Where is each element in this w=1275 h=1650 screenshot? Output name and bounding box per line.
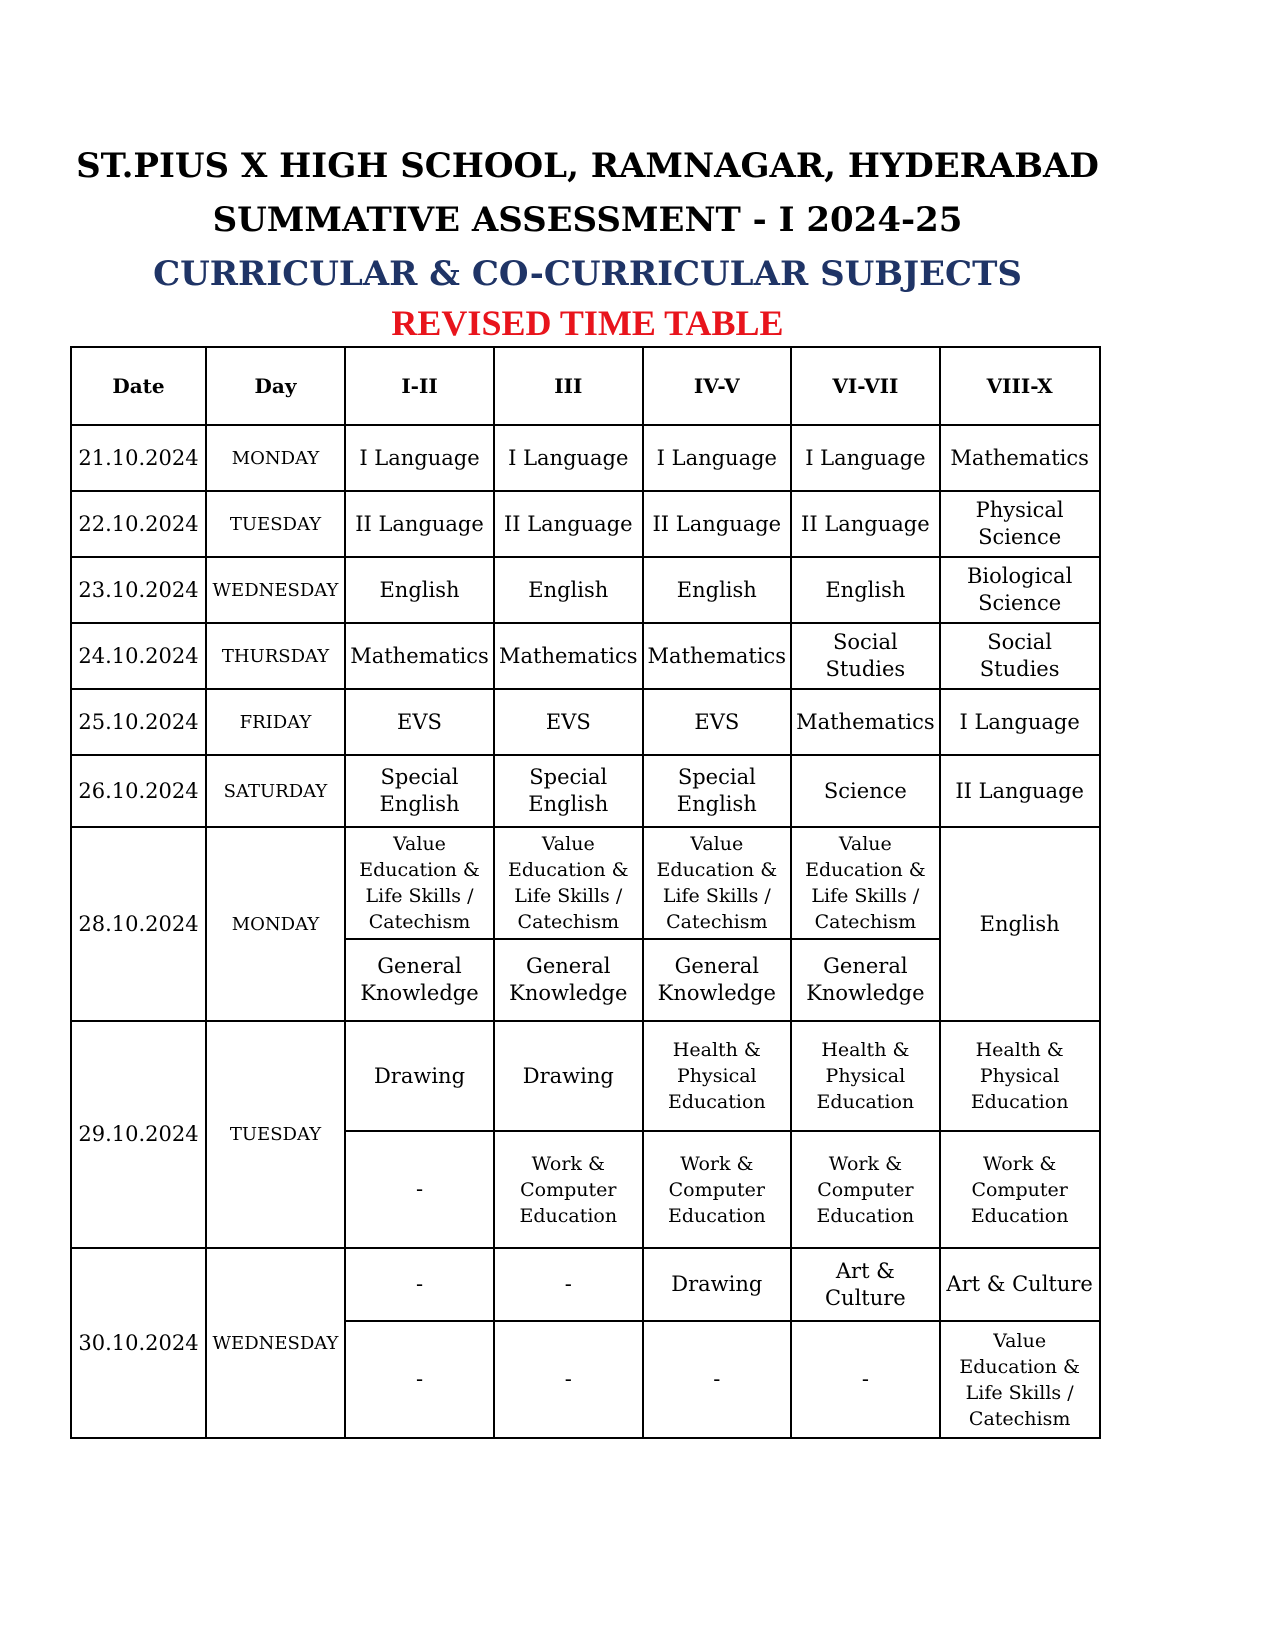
subject-cell: EVS (643, 689, 792, 755)
subject-cell: Science (791, 755, 940, 827)
day-cell: TUESDAY (206, 1021, 345, 1248)
column-header: I-II (345, 347, 494, 425)
subject-cell: Mathematics (494, 623, 643, 689)
subject-cell: Work & Computer Education (940, 1131, 1100, 1248)
school-name: ST.PIUS X HIGH SCHOOL, RAMNAGAR, HYDERABAD (76, 146, 1099, 186)
subject-cell: Value Education & Life Skills / Catechism (940, 1321, 1100, 1438)
revised-title: REVISED TIME TABLE (391, 303, 784, 343)
day-cell: WEDNESDAY (206, 1248, 345, 1438)
subject-cell: Social Studies (791, 623, 940, 689)
table-row (71, 425, 1100, 491)
subject-cell: Special English (494, 755, 643, 827)
subject-cell: II Language (643, 491, 792, 557)
subject-cell: English (643, 557, 792, 623)
subject-cell: Special English (345, 755, 494, 827)
column-header: Date (71, 347, 206, 425)
subject-cell: Physical Science (940, 491, 1100, 557)
subject-cell: II Language (791, 491, 940, 557)
subject-cell: General Knowledge (643, 939, 792, 1021)
subject-cell: II Language (345, 491, 494, 557)
subject-cell: EVS (345, 689, 494, 755)
day-cell: THURSDAY (206, 623, 345, 689)
subjects-title: CURRICULAR & CO-CURRICULAR SUBJECTS (153, 254, 1022, 294)
subject-cell: Health & Physical Education (940, 1021, 1100, 1131)
time-table (70, 346, 1101, 1439)
subject-cell: Drawing (494, 1021, 643, 1131)
subject-cell: - (494, 1321, 643, 1438)
date-cell: 25.10.2024 (71, 689, 206, 755)
subject-cell: Art & Culture (940, 1248, 1100, 1321)
column-header: III (494, 347, 643, 425)
subject-cell: Work & Computer Education (494, 1131, 643, 1248)
table-row (71, 1248, 1100, 1321)
subject-cell: General Knowledge (345, 939, 494, 1021)
subject-cell: Mathematics (791, 689, 940, 755)
subject-cell: II Language (494, 491, 643, 557)
table-row (71, 623, 1100, 689)
day-cell: MONDAY (206, 827, 345, 1021)
subject-cell: Drawing (345, 1021, 494, 1131)
day-cell: MONDAY (206, 425, 345, 491)
subject-cell: Drawing (643, 1248, 792, 1321)
subject-cell: General Knowledge (791, 939, 940, 1021)
subject-cell: - (345, 1248, 494, 1321)
subject-cell: English (494, 557, 643, 623)
column-header: IV-V (643, 347, 792, 425)
subject-cell: Health & Physical Education (791, 1021, 940, 1131)
table-row (71, 557, 1100, 623)
subject-cell: EVS (494, 689, 643, 755)
subject-cell: - (494, 1248, 643, 1321)
subject-cell: Value Education & Life Skills / Catechism (643, 827, 792, 939)
subject-cell: II Language (940, 755, 1100, 827)
column-header: VIII-X (940, 347, 1100, 425)
subject-cell: I Language (940, 689, 1100, 755)
assessment-title: SUMMATIVE ASSESSMENT - I 2024-25 (212, 200, 963, 240)
subject-cell: I Language (345, 425, 494, 491)
day-cell: WEDNESDAY (206, 557, 345, 623)
subject-cell: Value Education & Life Skills / Catechism (345, 827, 494, 939)
subject-cell: I Language (791, 425, 940, 491)
date-cell: 23.10.2024 (71, 557, 206, 623)
date-cell: 24.10.2024 (71, 623, 206, 689)
subject-cell: - (345, 1321, 494, 1438)
table-header-row (71, 347, 1100, 425)
subject-cell: Art & Culture (791, 1248, 940, 1321)
subject-cell: Health & Physical Education (643, 1021, 792, 1131)
subject-cell: Mathematics (345, 623, 494, 689)
date-cell: 22.10.2024 (71, 491, 206, 557)
column-header: Day (206, 347, 345, 425)
table-row (71, 827, 1100, 939)
subject-cell: General Knowledge (494, 939, 643, 1021)
subject-cell: I Language (494, 425, 643, 491)
subject-cell: Biological Science (940, 557, 1100, 623)
table-row (71, 689, 1100, 755)
subject-cell: Value Education & Life Skills / Catechism (494, 827, 643, 939)
table-row (71, 755, 1100, 827)
date-cell: 21.10.2024 (71, 425, 206, 491)
day-cell: TUESDAY (206, 491, 345, 557)
table-row (71, 491, 1100, 557)
subject-cell: English (345, 557, 494, 623)
date-cell: 26.10.2024 (71, 755, 206, 827)
subject-cell: - (791, 1321, 940, 1438)
subject-cell: Social Studies (940, 623, 1100, 689)
table-row (71, 1021, 1100, 1131)
subject-cell: Work & Computer Education (791, 1131, 940, 1248)
subject-cell: I Language (643, 425, 792, 491)
subject-cell: - (643, 1321, 792, 1438)
subject-cell: Mathematics (940, 425, 1100, 491)
day-cell: SATURDAY (206, 755, 345, 827)
date-cell: 30.10.2024 (71, 1248, 206, 1438)
subject-cell: Work & Computer Education (643, 1131, 792, 1248)
column-header: VI-VII (791, 347, 940, 425)
date-cell: 29.10.2024 (71, 1021, 206, 1248)
subject-cell: Special English (643, 755, 792, 827)
day-cell: FRIDAY (206, 689, 345, 755)
date-cell: 28.10.2024 (71, 827, 206, 1021)
subject-cell: Value Education & Life Skills / Catechism (791, 827, 940, 939)
subject-cell: English (940, 827, 1100, 1021)
subject-cell: English (791, 557, 940, 623)
subject-cell: Mathematics (643, 623, 792, 689)
subject-cell: - (345, 1131, 494, 1248)
